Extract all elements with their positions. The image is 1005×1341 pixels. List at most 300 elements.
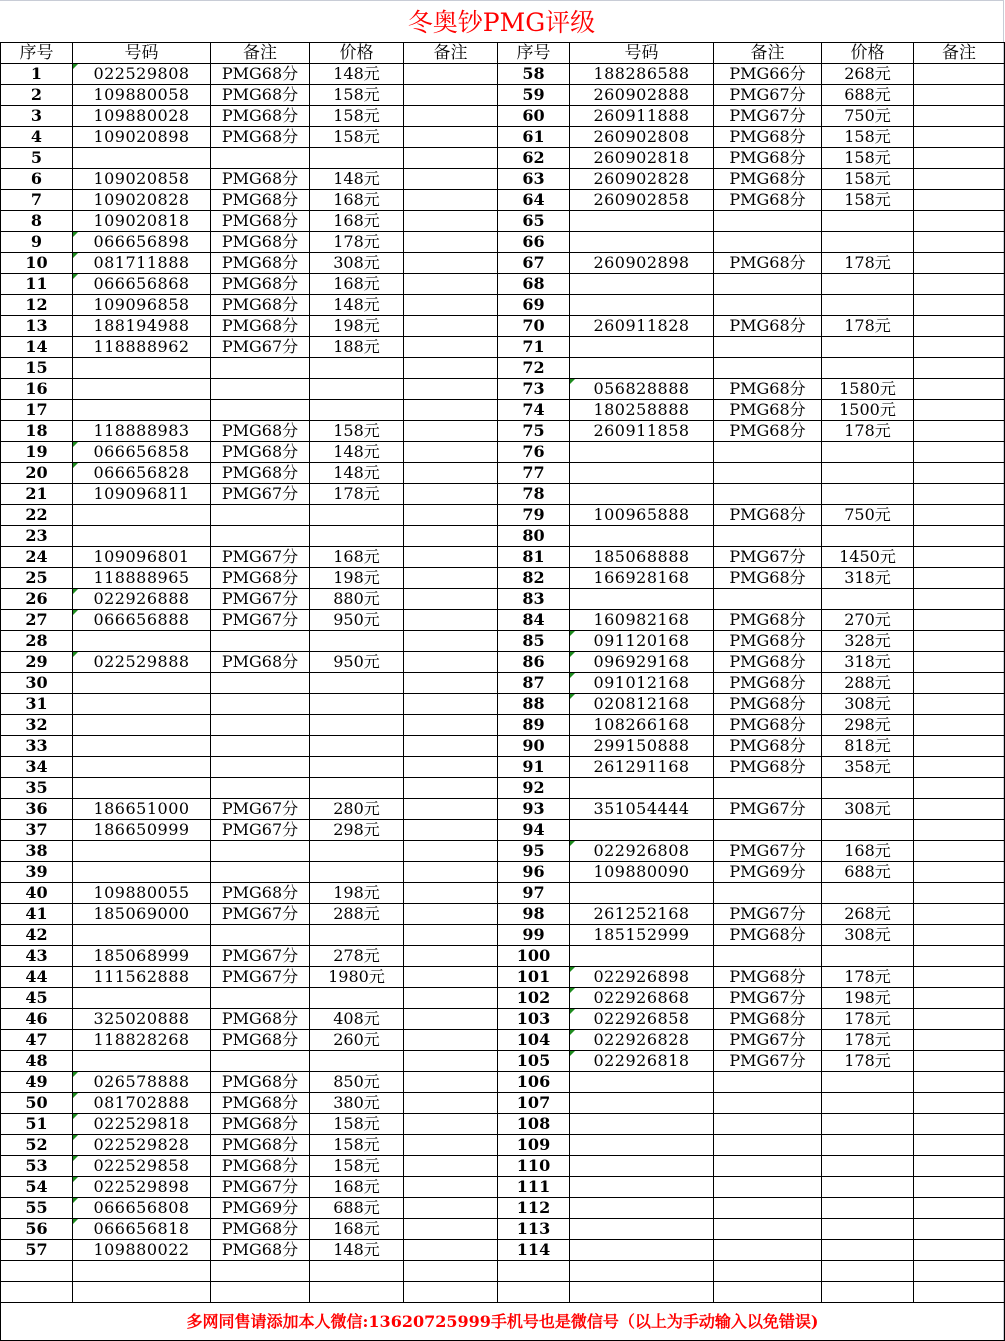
right-price-cell[interactable]: 1500元	[822, 400, 914, 421]
left-note-cell[interactable]	[404, 694, 498, 715]
left-row-number-cell[interactable]: 11	[1, 274, 73, 295]
right-row-number-cell[interactable]: 98	[498, 904, 570, 925]
left-note-cell[interactable]	[404, 316, 498, 337]
right-note-cell[interactable]	[914, 190, 1005, 211]
left-price-cell[interactable]: 148元	[310, 463, 404, 484]
left-row-number-cell[interactable]	[1, 1261, 73, 1282]
right-serial-number-cell[interactable]: 109880090	[570, 862, 714, 883]
right-price-cell[interactable]	[822, 1072, 914, 1093]
right-row-number-cell[interactable]: 110	[498, 1156, 570, 1177]
right-price-cell[interactable]	[822, 1093, 914, 1114]
left-price-cell[interactable]	[310, 400, 404, 421]
right-row-number-cell[interactable]: 83	[498, 589, 570, 610]
left-serial-number-cell[interactable]: 066656858	[73, 442, 211, 463]
right-note-cell[interactable]	[914, 673, 1005, 694]
right-row-number-cell[interactable]: 75	[498, 421, 570, 442]
right-note-cell[interactable]	[914, 442, 1005, 463]
right-price-cell[interactable]: 178元	[822, 1030, 914, 1051]
right-price-cell[interactable]	[822, 295, 914, 316]
left-note-cell[interactable]	[404, 610, 498, 631]
left-serial-number-cell[interactable]: 109020828	[73, 190, 211, 211]
left-price-cell[interactable]: 950元	[310, 652, 404, 673]
right-row-number-cell[interactable]: 92	[498, 778, 570, 799]
left-grade-cell[interactable]: PMG69分	[211, 1198, 310, 1219]
right-price-cell[interactable]: 270元	[822, 610, 914, 631]
left-row-number-cell[interactable]: 3	[1, 106, 73, 127]
right-note-cell[interactable]	[914, 925, 1005, 946]
right-row-number-cell[interactable]: 102	[498, 988, 570, 1009]
right-row-number-cell[interactable]: 62	[498, 148, 570, 169]
right-grade-cell[interactable]	[714, 1177, 822, 1198]
right-serial-number-cell[interactable]: 260911858	[570, 421, 714, 442]
left-note-cell[interactable]	[404, 820, 498, 841]
right-serial-number-cell[interactable]: 299150888	[570, 736, 714, 757]
left-serial-number-cell[interactable]	[73, 631, 211, 652]
right-grade-cell[interactable]: PMG67分	[714, 547, 822, 568]
right-price-cell[interactable]	[822, 463, 914, 484]
left-price-cell[interactable]: 168元	[310, 211, 404, 232]
left-serial-number-cell[interactable]: 186650999	[73, 820, 211, 841]
right-serial-number-cell[interactable]: 185068888	[570, 547, 714, 568]
right-price-cell[interactable]	[822, 778, 914, 799]
right-row-number-cell[interactable]: 113	[498, 1219, 570, 1240]
right-note-cell[interactable]	[914, 610, 1005, 631]
left-row-number-cell[interactable]: 40	[1, 883, 73, 904]
left-grade-cell[interactable]: PMG68分	[211, 232, 310, 253]
right-price-cell[interactable]	[822, 337, 914, 358]
left-row-number-cell[interactable]: 38	[1, 841, 73, 862]
left-price-cell[interactable]: 148元	[310, 1240, 404, 1261]
left-note-cell[interactable]	[404, 925, 498, 946]
right-grade-cell[interactable]	[714, 1198, 822, 1219]
left-grade-cell[interactable]: PMG67分	[211, 547, 310, 568]
left-note-cell[interactable]	[404, 904, 498, 925]
right-row-number-cell[interactable]: 69	[498, 295, 570, 316]
right-price-cell[interactable]	[822, 358, 914, 379]
left-note-cell[interactable]	[404, 400, 498, 421]
right-serial-number-cell[interactable]	[570, 463, 714, 484]
right-serial-number-cell[interactable]	[570, 1198, 714, 1219]
right-serial-number-cell[interactable]	[570, 274, 714, 295]
right-price-cell[interactable]	[822, 589, 914, 610]
right-serial-number-cell[interactable]	[570, 484, 714, 505]
left-note-cell[interactable]	[404, 1114, 498, 1135]
right-price-cell[interactable]	[822, 1240, 914, 1261]
left-grade-cell[interactable]: PMG68分	[211, 652, 310, 673]
right-grade-cell[interactable]	[714, 778, 822, 799]
right-note-cell[interactable]	[914, 715, 1005, 736]
right-row-number-cell[interactable]: 103	[498, 1009, 570, 1030]
right-serial-number-cell[interactable]: 091120168	[570, 631, 714, 652]
left-price-cell[interactable]	[310, 631, 404, 652]
right-row-number-cell[interactable]	[498, 1261, 570, 1282]
right-grade-cell[interactable]	[714, 463, 822, 484]
left-serial-number-cell[interactable]	[73, 1282, 211, 1303]
right-price-cell[interactable]	[822, 1156, 914, 1177]
right-price-cell[interactable]: 178元	[822, 316, 914, 337]
right-note-cell[interactable]	[914, 232, 1005, 253]
left-row-number-cell[interactable]: 46	[1, 1009, 73, 1030]
right-serial-number-cell[interactable]: 185152999	[570, 925, 714, 946]
right-grade-cell[interactable]: PMG67分	[714, 988, 822, 1009]
right-note-cell[interactable]	[914, 778, 1005, 799]
right-row-number-cell[interactable]: 77	[498, 463, 570, 484]
left-row-number-cell[interactable]: 44	[1, 967, 73, 988]
left-price-cell[interactable]: 298元	[310, 820, 404, 841]
right-note-cell[interactable]	[914, 253, 1005, 274]
left-note-cell[interactable]	[404, 295, 498, 316]
right-note-cell[interactable]	[914, 736, 1005, 757]
left-note-cell[interactable]	[404, 442, 498, 463]
left-price-cell[interactable]	[310, 1261, 404, 1282]
right-grade-cell[interactable]: PMG67分	[714, 1051, 822, 1072]
left-row-number-cell[interactable]: 50	[1, 1093, 73, 1114]
left-row-number-cell[interactable]: 1	[1, 64, 73, 85]
left-price-cell[interactable]: 168元	[310, 1177, 404, 1198]
left-serial-number-cell[interactable]	[73, 379, 211, 400]
left-grade-cell[interactable]: PMG68分	[211, 1240, 310, 1261]
left-grade-cell[interactable]: PMG68分	[211, 463, 310, 484]
left-price-cell[interactable]: 168元	[310, 547, 404, 568]
right-note-cell[interactable]	[914, 211, 1005, 232]
right-serial-number-cell[interactable]	[570, 1240, 714, 1261]
right-price-cell[interactable]	[822, 526, 914, 547]
left-grade-cell[interactable]	[211, 400, 310, 421]
right-price-cell[interactable]: 268元	[822, 904, 914, 925]
left-note-cell[interactable]	[404, 1219, 498, 1240]
left-price-cell[interactable]: 380元	[310, 1093, 404, 1114]
left-price-cell[interactable]	[310, 736, 404, 757]
right-row-number-cell[interactable]: 96	[498, 862, 570, 883]
left-serial-number-cell[interactable]: 022529808	[73, 64, 211, 85]
left-serial-number-cell[interactable]	[73, 736, 211, 757]
left-price-cell[interactable]: 148元	[310, 295, 404, 316]
right-row-number-cell[interactable]: 111	[498, 1177, 570, 1198]
right-serial-number-cell[interactable]	[570, 778, 714, 799]
left-grade-cell[interactable]	[211, 715, 310, 736]
left-note-cell[interactable]	[404, 211, 498, 232]
left-price-cell[interactable]: 158元	[310, 1114, 404, 1135]
right-serial-number-cell[interactable]: 056828888	[570, 379, 714, 400]
right-serial-number-cell[interactable]: 260911828	[570, 316, 714, 337]
right-grade-cell[interactable]: PMG68分	[714, 925, 822, 946]
left-price-cell[interactable]	[310, 1282, 404, 1303]
right-row-number-cell[interactable]: 112	[498, 1198, 570, 1219]
right-row-number-cell[interactable]: 105	[498, 1051, 570, 1072]
left-grade-cell[interactable]: PMG67分	[211, 337, 310, 358]
left-note-cell[interactable]	[404, 106, 498, 127]
left-grade-cell[interactable]: PMG68分	[211, 1030, 310, 1051]
right-note-cell[interactable]	[914, 694, 1005, 715]
left-grade-cell[interactable]	[211, 841, 310, 862]
header-price-left[interactable]: 价格	[310, 43, 404, 64]
left-note-cell[interactable]	[404, 862, 498, 883]
left-serial-number-cell[interactable]: 066656818	[73, 1219, 211, 1240]
left-row-number-cell[interactable]: 53	[1, 1156, 73, 1177]
left-serial-number-cell[interactable]: 188194988	[73, 316, 211, 337]
left-price-cell[interactable]: 198元	[310, 316, 404, 337]
right-price-cell[interactable]	[822, 232, 914, 253]
left-price-cell[interactable]	[310, 526, 404, 547]
left-price-cell[interactable]	[310, 358, 404, 379]
left-grade-cell[interactable]: PMG68分	[211, 442, 310, 463]
left-serial-number-cell[interactable]: 066656808	[73, 1198, 211, 1219]
left-price-cell[interactable]	[310, 505, 404, 526]
left-row-number-cell[interactable]: 23	[1, 526, 73, 547]
left-price-cell[interactable]: 408元	[310, 1009, 404, 1030]
left-note-cell[interactable]	[404, 1240, 498, 1261]
right-grade-cell[interactable]: PMG69分	[714, 862, 822, 883]
right-serial-number-cell[interactable]	[570, 1219, 714, 1240]
left-price-cell[interactable]: 188元	[310, 337, 404, 358]
right-note-cell[interactable]	[914, 526, 1005, 547]
right-price-cell[interactable]: 158元	[822, 127, 914, 148]
left-price-cell[interactable]: 158元	[310, 106, 404, 127]
left-grade-cell[interactable]	[211, 1261, 310, 1282]
right-note-cell[interactable]	[914, 1009, 1005, 1030]
right-grade-cell[interactable]	[714, 1240, 822, 1261]
right-grade-cell[interactable]: PMG67分	[714, 106, 822, 127]
left-price-cell[interactable]: 158元	[310, 421, 404, 442]
left-serial-number-cell[interactable]: 022529858	[73, 1156, 211, 1177]
left-price-cell[interactable]	[310, 148, 404, 169]
left-row-number-cell[interactable]: 16	[1, 379, 73, 400]
right-price-cell[interactable]: 178元	[822, 253, 914, 274]
right-grade-cell[interactable]: PMG68分	[714, 421, 822, 442]
right-note-cell[interactable]	[914, 631, 1005, 652]
right-grade-cell[interactable]	[714, 232, 822, 253]
left-row-number-cell[interactable]: 31	[1, 694, 73, 715]
right-serial-number-cell[interactable]: 100965888	[570, 505, 714, 526]
right-row-number-cell[interactable]: 108	[498, 1114, 570, 1135]
right-serial-number-cell[interactable]: 188286588	[570, 64, 714, 85]
right-note-cell[interactable]	[914, 883, 1005, 904]
left-price-cell[interactable]: 168元	[310, 1219, 404, 1240]
right-grade-cell[interactable]: PMG68分	[714, 400, 822, 421]
left-note-cell[interactable]	[404, 946, 498, 967]
right-note-cell[interactable]	[914, 652, 1005, 673]
left-price-cell[interactable]: 198元	[310, 568, 404, 589]
left-serial-number-cell[interactable]: 026578888	[73, 1072, 211, 1093]
right-row-number-cell[interactable]: 67	[498, 253, 570, 274]
left-note-cell[interactable]	[404, 85, 498, 106]
left-row-number-cell[interactable]: 19	[1, 442, 73, 463]
right-grade-cell[interactable]	[714, 526, 822, 547]
left-note-cell[interactable]	[404, 715, 498, 736]
right-price-cell[interactable]: 288元	[822, 673, 914, 694]
right-grade-cell[interactable]: PMG68分	[714, 190, 822, 211]
left-serial-number-cell[interactable]	[73, 862, 211, 883]
right-grade-cell[interactable]	[714, 1261, 822, 1282]
left-grade-cell[interactable]: PMG68分	[211, 169, 310, 190]
right-price-cell[interactable]: 318元	[822, 568, 914, 589]
left-grade-cell[interactable]	[211, 358, 310, 379]
left-row-number-cell[interactable]: 56	[1, 1219, 73, 1240]
right-serial-number-cell[interactable]	[570, 1093, 714, 1114]
left-row-number-cell[interactable]: 48	[1, 1051, 73, 1072]
header-serial-left[interactable]: 号码	[73, 43, 211, 64]
left-serial-number-cell[interactable]	[73, 778, 211, 799]
right-note-cell[interactable]	[914, 547, 1005, 568]
right-price-cell[interactable]	[822, 1114, 914, 1135]
right-note-cell[interactable]	[914, 64, 1005, 85]
left-note-cell[interactable]	[404, 778, 498, 799]
right-row-number-cell[interactable]: 101	[498, 967, 570, 988]
left-price-cell[interactable]: 158元	[310, 1135, 404, 1156]
right-note-cell[interactable]	[914, 85, 1005, 106]
right-grade-cell[interactable]	[714, 1072, 822, 1093]
right-grade-cell[interactable]: PMG67分	[714, 1030, 822, 1051]
right-grade-cell[interactable]	[714, 1135, 822, 1156]
left-grade-cell[interactable]: PMG67分	[211, 946, 310, 967]
left-note-cell[interactable]	[404, 547, 498, 568]
right-grade-cell[interactable]: PMG68分	[714, 652, 822, 673]
left-note-cell[interactable]	[404, 1135, 498, 1156]
left-grade-cell[interactable]	[211, 379, 310, 400]
right-price-cell[interactable]: 158元	[822, 190, 914, 211]
right-row-number-cell[interactable]: 81	[498, 547, 570, 568]
right-note-cell[interactable]	[914, 1114, 1005, 1135]
right-note-cell[interactable]	[914, 1156, 1005, 1177]
right-note-cell[interactable]	[914, 1093, 1005, 1114]
right-price-cell[interactable]: 178元	[822, 1009, 914, 1030]
right-note-cell[interactable]	[914, 1072, 1005, 1093]
left-serial-number-cell[interactable]: 022529828	[73, 1135, 211, 1156]
left-price-cell[interactable]: 168元	[310, 190, 404, 211]
right-price-cell[interactable]	[822, 1135, 914, 1156]
right-price-cell[interactable]: 178元	[822, 967, 914, 988]
right-note-cell[interactable]	[914, 358, 1005, 379]
left-row-number-cell[interactable]: 9	[1, 232, 73, 253]
left-row-number-cell[interactable]: 49	[1, 1072, 73, 1093]
left-grade-cell[interactable]: PMG68分	[211, 421, 310, 442]
right-row-number-cell[interactable]: 80	[498, 526, 570, 547]
right-grade-cell[interactable]: PMG68分	[714, 253, 822, 274]
left-price-cell[interactable]: 260元	[310, 1030, 404, 1051]
left-price-cell[interactable]: 1980元	[310, 967, 404, 988]
right-note-cell[interactable]	[914, 841, 1005, 862]
right-row-number-cell[interactable]: 100	[498, 946, 570, 967]
left-serial-number-cell[interactable]: 109880058	[73, 85, 211, 106]
left-row-number-cell[interactable]: 54	[1, 1177, 73, 1198]
left-row-number-cell[interactable]: 41	[1, 904, 73, 925]
right-serial-number-cell[interactable]: 022926818	[570, 1051, 714, 1072]
left-grade-cell[interactable]: PMG68分	[211, 190, 310, 211]
right-grade-cell[interactable]: PMG68分	[714, 127, 822, 148]
left-grade-cell[interactable]	[211, 736, 310, 757]
right-serial-number-cell[interactable]	[570, 820, 714, 841]
left-row-number-cell[interactable]: 10	[1, 253, 73, 274]
right-note-cell[interactable]	[914, 1219, 1005, 1240]
left-serial-number-cell[interactable]: 118888962	[73, 337, 211, 358]
right-serial-number-cell[interactable]: 108266168	[570, 715, 714, 736]
right-price-cell[interactable]	[822, 946, 914, 967]
left-grade-cell[interactable]: PMG68分	[211, 64, 310, 85]
right-row-number-cell[interactable]: 59	[498, 85, 570, 106]
right-grade-cell[interactable]: PMG68分	[714, 736, 822, 757]
right-grade-cell[interactable]: PMG68分	[714, 1009, 822, 1030]
right-note-cell[interactable]	[914, 400, 1005, 421]
right-row-number-cell[interactable]: 114	[498, 1240, 570, 1261]
right-price-cell[interactable]	[822, 211, 914, 232]
right-serial-number-cell[interactable]: 091012168	[570, 673, 714, 694]
left-grade-cell[interactable]: PMG67分	[211, 799, 310, 820]
left-grade-cell[interactable]: PMG68分	[211, 211, 310, 232]
right-price-cell[interactable]	[822, 484, 914, 505]
right-serial-number-cell[interactable]: 022926828	[570, 1030, 714, 1051]
right-price-cell[interactable]: 168元	[822, 841, 914, 862]
left-note-cell[interactable]	[404, 883, 498, 904]
right-serial-number-cell[interactable]	[570, 946, 714, 967]
right-row-number-cell[interactable]: 99	[498, 925, 570, 946]
left-note-cell[interactable]	[404, 526, 498, 547]
left-grade-cell[interactable]	[211, 631, 310, 652]
header-grade-left[interactable]: 备注	[211, 43, 310, 64]
right-price-cell[interactable]: 298元	[822, 715, 914, 736]
right-row-number-cell[interactable]: 86	[498, 652, 570, 673]
right-row-number-cell[interactable]: 65	[498, 211, 570, 232]
left-serial-number-cell[interactable]: 118828268	[73, 1030, 211, 1051]
right-row-number-cell[interactable]: 82	[498, 568, 570, 589]
right-grade-cell[interactable]: PMG68分	[714, 568, 822, 589]
right-price-cell[interactable]: 318元	[822, 652, 914, 673]
left-price-cell[interactable]: 168元	[310, 274, 404, 295]
left-grade-cell[interactable]	[211, 673, 310, 694]
left-note-cell[interactable]	[404, 379, 498, 400]
left-serial-number-cell[interactable]	[73, 925, 211, 946]
left-note-cell[interactable]	[404, 1051, 498, 1072]
left-note-cell[interactable]	[404, 1282, 498, 1303]
left-note-cell[interactable]	[404, 253, 498, 274]
right-serial-number-cell[interactable]: 260902898	[570, 253, 714, 274]
left-row-number-cell[interactable]: 43	[1, 946, 73, 967]
right-grade-cell[interactable]: PMG68分	[714, 505, 822, 526]
left-row-number-cell[interactable]: 2	[1, 85, 73, 106]
left-price-cell[interactable]	[310, 988, 404, 1009]
left-serial-number-cell[interactable]: 022529818	[73, 1114, 211, 1135]
left-grade-cell[interactable]: PMG67分	[211, 589, 310, 610]
left-row-number-cell[interactable]: 42	[1, 925, 73, 946]
left-grade-cell[interactable]: PMG68分	[211, 316, 310, 337]
right-grade-cell[interactable]: PMG68分	[714, 169, 822, 190]
left-serial-number-cell[interactable]: 109020858	[73, 169, 211, 190]
right-grade-cell[interactable]: PMG67分	[714, 799, 822, 820]
left-price-cell[interactable]: 278元	[310, 946, 404, 967]
left-grade-cell[interactable]	[211, 526, 310, 547]
right-price-cell[interactable]: 1450元	[822, 547, 914, 568]
left-serial-number-cell[interactable]	[73, 148, 211, 169]
right-serial-number-cell[interactable]	[570, 442, 714, 463]
left-price-cell[interactable]: 288元	[310, 904, 404, 925]
left-serial-number-cell[interactable]: 111562888	[73, 967, 211, 988]
left-serial-number-cell[interactable]: 109096801	[73, 547, 211, 568]
left-note-cell[interactable]	[404, 673, 498, 694]
left-serial-number-cell[interactable]: 109020898	[73, 127, 211, 148]
left-price-cell[interactable]	[310, 925, 404, 946]
right-row-number-cell[interactable]	[498, 1282, 570, 1303]
right-grade-cell[interactable]	[714, 1114, 822, 1135]
left-row-number-cell[interactable]: 26	[1, 589, 73, 610]
right-row-number-cell[interactable]: 85	[498, 631, 570, 652]
right-note-cell[interactable]	[914, 1198, 1005, 1219]
right-grade-cell[interactable]: PMG67分	[714, 841, 822, 862]
right-note-cell[interactable]	[914, 148, 1005, 169]
right-serial-number-cell[interactable]	[570, 1114, 714, 1135]
right-serial-number-cell[interactable]: 020812168	[570, 694, 714, 715]
left-note-cell[interactable]	[404, 631, 498, 652]
left-price-cell[interactable]: 688元	[310, 1198, 404, 1219]
left-price-cell[interactable]: 850元	[310, 1072, 404, 1093]
